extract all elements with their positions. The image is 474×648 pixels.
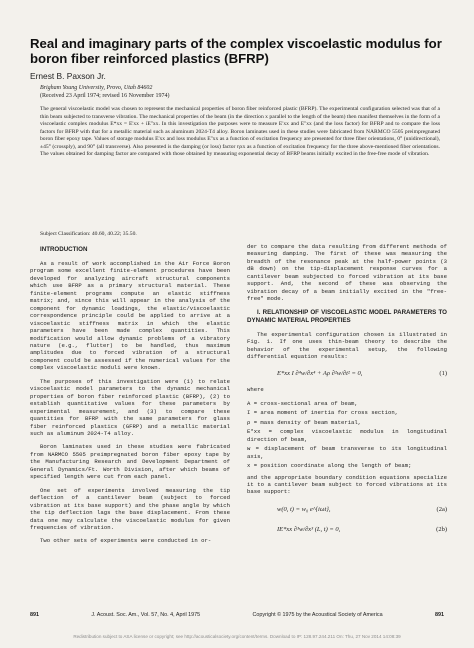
paper-title: Real and imaginary parts of the complex viscoelastic modulus for boron fiber reinforced plastics (BFRP) (30, 36, 442, 66)
paragraph: der to compare the data resulting from different methods of measuring damping. The first of these was measuring the breadth of the resonance peak at the half-power points (3 dB down) on the tip-displacement response curves for a cantilever beam subjected to forced vibration at its base support. And, the second of these was observing the vibration decay of a beam initially excited in the "free-free" mode. (247, 243, 447, 303)
abstract: The general viscoelastic model was chosen to represent the mechanical properties of boron fiber reinforced plastic (BFRP). The experimental configuration selected was that of a thin beam subjected to transverse vibration. The mechanical properties of the beam (in the direction x parallel to the length of the beam) then manifest themselves in the form of a viscoelastic complex modulus E*xx = E'xx + iE''xx. In this investigation the purposes were to measure E'xx and E''xx (and the loss factor) for BFRP and to compare the loss factors for BFRP with that for a metallic material such as aluminum 2024-T4 alloy. Boron laminates used in these studies were fabricated from NARMCO 5505 preimpregnated boron fiber epoxy tape. Values of storage modulus E'xx and loss modulus E''xx as a function of excitation frequency are presented for three fiber orientations, 0° (unidirectional), ±45° (crossply), and 90° (all transverse). Also presented is the damping (or loss) factor ηxx as a function of excitation frequency for the three above-mentioned fiber orientations. The values obtained for damping factor are compared with those obtained by measuring exponential decay of BFRP beams initially excited in the free-free mode of vibration. (40, 106, 440, 157)
definition-item: I = area moment of inertia for cross section, (247, 409, 399, 417)
equation-1-body: E*xx I ∂⁴w/∂x⁴ + Aρ ∂²w/∂t² = 0, (277, 370, 363, 378)
definition-item: ρ = mass density of beam material, (247, 418, 362, 426)
paragraph: Boron laminates used in these studies were fabricated from NARMCO 5505 preimpregnated boron fiber epoxy tape by the Manufacturing Research and Development Department of General Dynamics/Ft. Worth Division, after which beams of specified length were cut from each panel. (30, 443, 230, 481)
definition-item: w = displacement of beam transverse to its longitudinal axis, (247, 445, 447, 460)
paragraph: The experimental configuration chosen is illustrated in Fig. 1. If one uses thin-beam theory to describe the behavior of the experimental setup, the following differential equation results: (247, 330, 447, 360)
paragraph: The purposes of this investigation were (1) to relate viscoelastic model parameters to the dynamic mechanical properties of boron fiber reinforced plastic (BFRP), (2) to establish quantitative values for these parameters by experimental measurement, and (3) to compare these quantities for BFRP with the same parameters for glass fiber reinforced plastics (GFRP) and a metallic material such as aluminum 2024-T4 alloy. (30, 377, 230, 437)
definition-item: E*xx = complex viscoelastic modulus in longitudinal direction of beam, (247, 428, 447, 443)
section-heading-relationship: I. RELATIONSHIP OF VISCOELASTIC MODEL PARAMETERS TO DYNAMIC MATERIAL PROPERTIES (247, 308, 447, 324)
page-number-right: 891 (434, 612, 444, 618)
download-notice: Redistribution subject to ASA license or copyright; see http://acousticalsociety.org/content/terms. Download to IP: 128.97.244.211 On: Thu, 27 Nov 2014 14:08:39 (73, 634, 401, 639)
page-footer (30, 612, 444, 618)
affiliation: Brigham Young University, Provo, Utah 84602 (40, 85, 153, 91)
definition-item: x = position coordinate along the length of beam; (247, 462, 412, 470)
definition-list (247, 400, 447, 470)
equation-2a-body: w(0, t) = w₀ e^{iωt}, (277, 505, 331, 513)
equation-1 (247, 366, 447, 382)
paragraph: and the appropriate boundary condition equations specialize it to a cantilever beam subject to forced vibrations at its base support: (247, 473, 447, 496)
journal-citation: J. Acoust. Soc. Am., Vol. 57, No. 4, April 1975 (91, 612, 201, 618)
affiliation-block (40, 84, 169, 100)
left-column (30, 246, 230, 551)
copyright-notice: Copyright © 1975 by the Acoustical Society of America (252, 612, 383, 618)
equation-2a (247, 502, 447, 518)
page-number-left: 891 (30, 612, 39, 618)
equation-2b-number: (2b) (436, 525, 447, 533)
section-heading-introduction: INTRODUCTION (40, 246, 88, 253)
paragraph: One set of experiments involved measuring the tip deflection of a cantilever beam (subject to forced vibration at its base support) and the phase angle by which the tip deflection lags the base displacement. From these data one may calculate the viscoelastic modulus for given frequencies of vibration. (30, 486, 230, 531)
paragraph: Two other sets of experiments were conducted in or- (40, 537, 212, 545)
subject-classification: Subject Classification: 40.60, 40.22; 35.50. (40, 231, 137, 237)
where-label: where (247, 386, 264, 394)
paragraph: As a result of work accomplished in the Air Force Boron program some excellent finite-element procedures have been developed for analyzing aircraft structural components which use BFRP as a primary structural material. These finite-element programs compute an elastic stiffness matrix; and, since this will appear in the analysis of the component for dynamic loadings, the elastic/viscoelastic correspondence principle could be applied to arrive at a viscoelastic stiffness matrix in which the elastic parameters have been made complex quantities. This modification would allow dynamic problems of a vibratory nature (e.g., flutter) to be handled, thus maximum amplitudes due to forced vibration of a structural component could be assessed if the numerical values for the complex viscoelastic moduli were known. (30, 260, 230, 372)
equation-2a-number: (2a) (436, 505, 447, 513)
received-date: (Received 23 April 1974; revised 16 November 1974) (40, 93, 170, 99)
equation-2b (247, 522, 447, 538)
right-column (247, 243, 447, 542)
equation-2b-body: IE*xx ∂³w/∂x³ (L, t) = 0, (277, 525, 341, 533)
equation-1-number: (1) (439, 370, 447, 378)
definition-item: A = cross-sectional area of beam, (247, 399, 358, 407)
author-name: Ernest B. Paxson Jr. (30, 71, 106, 81)
